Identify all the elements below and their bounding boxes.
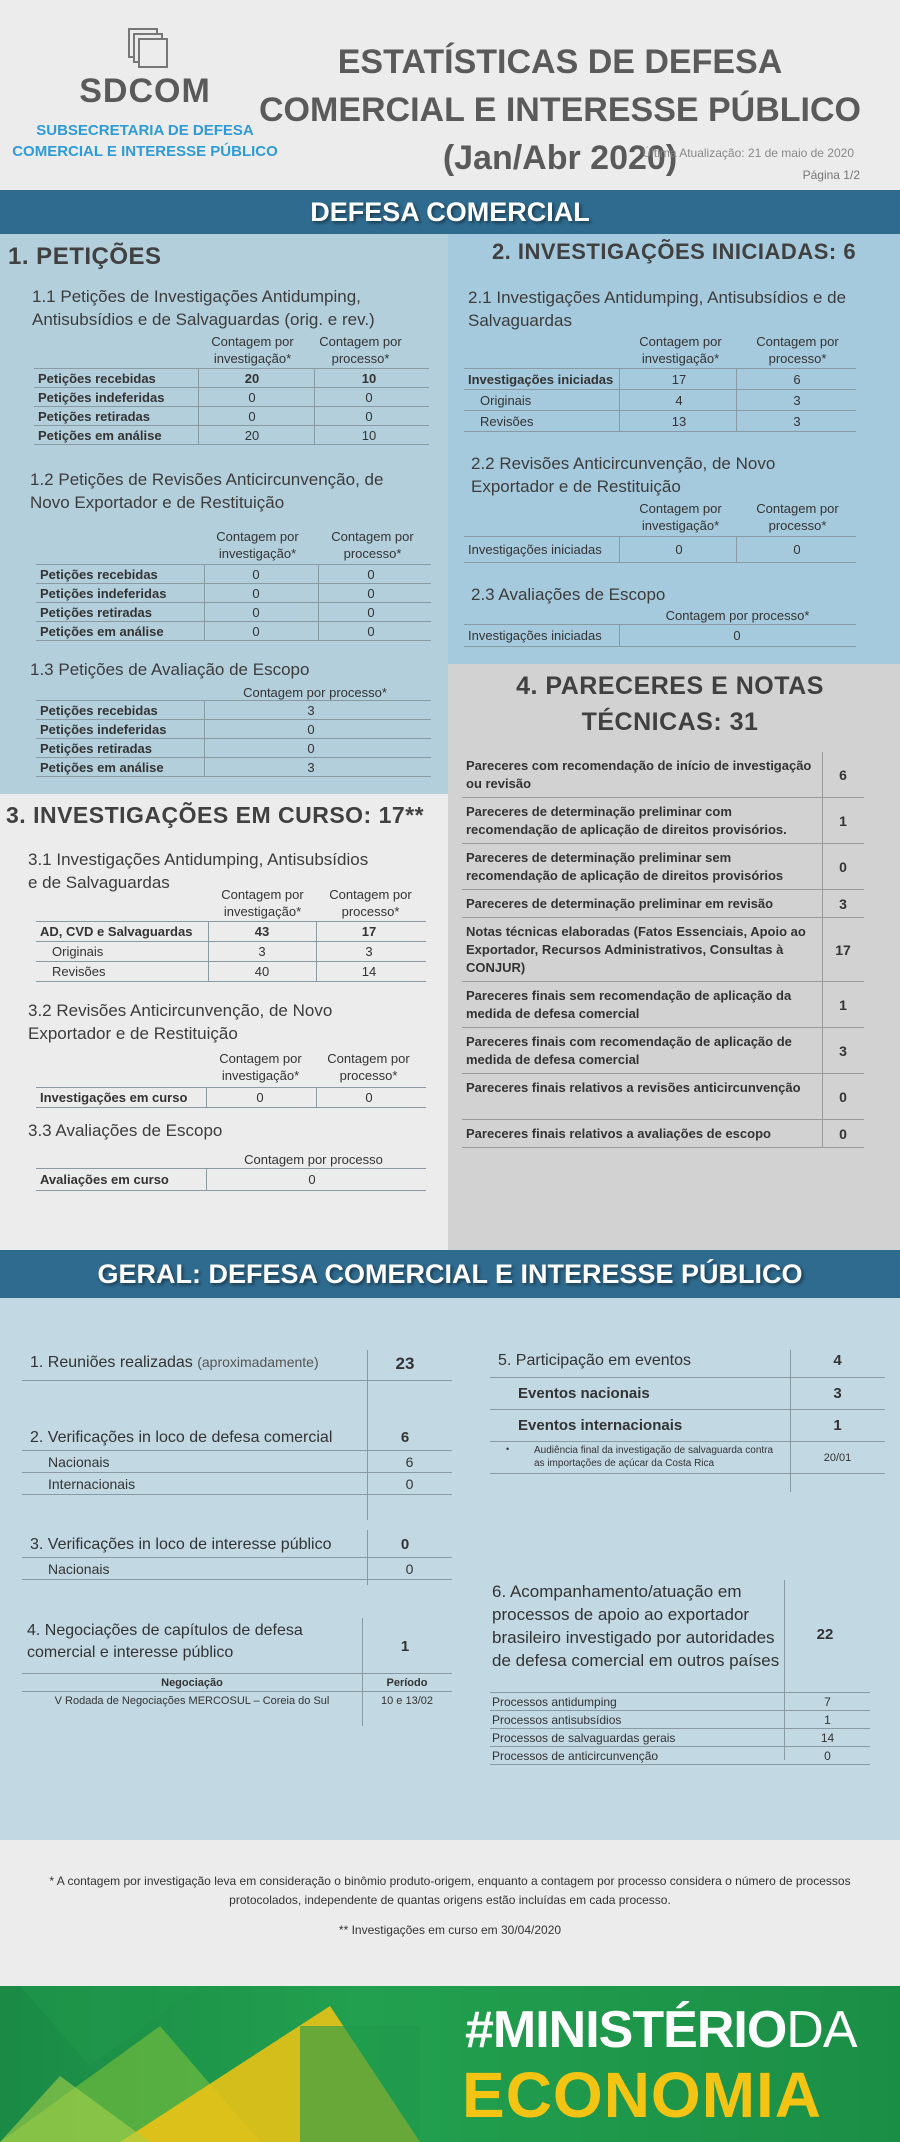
col-header-inv: Contagem por investigação* <box>221 887 304 919</box>
subsection-title-2-3: 2.3 Avaliações de Escopo <box>471 585 666 604</box>
table-row <box>36 1088 426 1108</box>
divider <box>314 426 315 445</box>
row-label: Petições recebidas <box>40 703 158 718</box>
row-value-proc: 3 <box>365 944 373 959</box>
subsection-title-3-3: 3.3 Avaliações de Escopo <box>28 1121 223 1140</box>
table-row <box>34 369 429 388</box>
geral-item-2-label: 2. Verificações in loco de defesa comercial <box>30 1429 333 1446</box>
row-label: Petições retiradas <box>38 409 151 424</box>
table-row <box>22 1451 452 1473</box>
row-value: 17 <box>835 942 851 958</box>
col-header-proc: Contagem por processo* <box>319 334 402 366</box>
row-label: Petições em análise <box>40 624 164 639</box>
row-label: Investigações iniciadas <box>468 372 614 387</box>
col-header-proc: Contagem por processo* <box>327 1051 410 1083</box>
row-label: Pareceres finais relativos a avaliações de escopo <box>466 1126 771 1141</box>
table-row <box>22 1473 452 1495</box>
last-updated: Última Atualização: 21 de maio de 2020 <box>642 146 854 160</box>
divider <box>208 942 209 962</box>
row-value: 1 <box>839 813 847 829</box>
table-row <box>36 758 431 777</box>
row-value-inv: 3 <box>258 944 266 959</box>
col-header-inv: Contagem por investigação* <box>639 501 722 533</box>
brand-line-1 <box>465 2000 857 2060</box>
divider <box>316 922 317 942</box>
table-3-1 <box>36 921 426 979</box>
row-label: Avaliações em curso <box>40 1172 169 1187</box>
divider <box>367 1530 368 1585</box>
table-row <box>462 844 864 890</box>
row-label: Internacionais <box>48 1476 136 1492</box>
divider <box>318 603 319 622</box>
geral-item-4-label: 4. Negociações de capítulos de defesa comercial e interesse público <box>27 1622 303 1661</box>
row-label: Originais <box>52 944 104 959</box>
row-label: Petições em análise <box>38 428 162 443</box>
row-value-proc: 10 <box>361 428 377 443</box>
divider <box>822 752 823 798</box>
divider <box>22 1691 452 1692</box>
table-1-2 <box>36 564 431 639</box>
row-label: AD, CVD e Salvaguardas <box>40 924 193 939</box>
table-row <box>490 1378 885 1410</box>
table-row <box>36 1169 426 1191</box>
divider <box>822 982 823 1028</box>
row-value-proc: 0 <box>367 586 375 601</box>
row-value-inv: 13 <box>671 414 687 429</box>
divider <box>316 1088 317 1108</box>
divider <box>318 565 319 584</box>
divider <box>208 962 209 982</box>
divider <box>208 922 209 942</box>
row-value: 3 <box>839 896 847 912</box>
page-number: Página 1/2 <box>802 168 860 182</box>
col-header-proc: Contagem por processo <box>244 1152 383 1167</box>
row-label: Investigações em curso <box>40 1090 188 1105</box>
divider <box>736 537 737 563</box>
table-2-3 <box>464 624 856 643</box>
row-value: 7 <box>824 1695 831 1709</box>
col-header-inv: Contagem por investigação* <box>211 334 294 366</box>
row-value-proc: 14 <box>361 964 377 979</box>
table-row <box>490 1711 870 1729</box>
row-value-proc: 3 <box>793 414 801 429</box>
table-row <box>490 1410 885 1442</box>
divider <box>822 1028 823 1074</box>
divider <box>822 798 823 844</box>
divider <box>822 1120 823 1148</box>
divider <box>204 720 205 739</box>
section-title-peticoes: 1. PETIÇÕES <box>8 243 162 270</box>
row-value-inv: 40 <box>254 964 270 979</box>
divider <box>198 407 199 426</box>
section-title-pareceres: 4. PARECERES E NOTAS TÉCNICAS: 31 <box>516 672 824 736</box>
g5-bullet-label: Audiência final da investigação de salvaguarda contra as importações de açúcar da Costa Rica <box>534 1445 774 1469</box>
g4-row-label: V Rodada de Negociações MERCOSUL – Coreia do Sul <box>54 1695 330 1707</box>
row-value-proc: 6 <box>793 372 801 387</box>
divider <box>490 1473 885 1474</box>
divider <box>204 565 205 584</box>
row-value-proc: 0 <box>307 741 315 756</box>
row-label: Petições recebidas <box>40 567 158 582</box>
table-2-2 <box>464 536 856 557</box>
table-row <box>36 739 431 758</box>
col-header-inv: Contagem por investigação* <box>219 1051 302 1083</box>
row-value-proc: 17 <box>361 924 377 939</box>
row-value: 0 <box>839 1126 847 1142</box>
brand-ministerio: #MINISTÉRIO <box>465 2001 787 2059</box>
divider <box>198 369 199 388</box>
row-label: Pareceres de determinação preliminar com recomendação de aplicação de direitos provisórios. <box>466 804 787 837</box>
banner-geral: GERAL: DEFESA COMERCIAL E INTERESSE PÚBLICO <box>0 1250 900 1298</box>
row-value-inv: 0 <box>252 624 260 639</box>
row-label: Investigações iniciadas <box>468 628 602 643</box>
row-label: Petições em análise <box>40 760 164 775</box>
row-value: 1 <box>824 1713 831 1727</box>
col-header-inv: Contagem por investigação* <box>216 529 299 561</box>
table-row <box>462 918 864 982</box>
row-value-inv: 4 <box>675 393 683 408</box>
geral-item-3-value: 0 <box>400 1536 410 1553</box>
divider <box>822 890 823 918</box>
row-label: Pareceres de determinação preliminar sem recomendação de aplicação de direitos provisórios <box>466 850 784 883</box>
row-value-proc: 0 <box>365 390 373 405</box>
divider <box>316 942 317 962</box>
geral-item-1 <box>30 1354 319 1372</box>
row-value-proc: 0 <box>365 409 373 424</box>
row-label: Pareceres finais com recomendação de aplicação de medida de defesa comercial <box>466 1034 792 1067</box>
table-row <box>490 1729 870 1747</box>
table-row <box>36 584 431 603</box>
divider <box>314 407 315 426</box>
row-label: Eventos nacionais <box>518 1385 650 1402</box>
geral-item-1-value: 23 <box>395 1354 415 1373</box>
row-value-inv: 43 <box>254 924 270 939</box>
table-row <box>22 1558 452 1580</box>
divider <box>318 622 319 641</box>
divider <box>318 584 319 603</box>
org-name: SDCOM <box>79 72 211 110</box>
row-value: 0 <box>405 1476 414 1492</box>
row-value-inv: 0 <box>248 409 256 424</box>
table-row <box>464 625 856 647</box>
banner-defesa-comercial: DEFESA COMERCIAL <box>0 190 900 234</box>
row-value-inv: 20 <box>244 371 260 386</box>
subsection-title-3-2: 3.2 Revisões Anticircunvenção, de Novo Exportador e de Restituição <box>28 1001 333 1043</box>
table-row <box>36 720 431 739</box>
divider <box>822 1074 823 1120</box>
row-value: 0 <box>839 1089 847 1105</box>
divider <box>362 1618 363 1726</box>
row-label: Petições recebidas <box>38 371 156 386</box>
row-value: 0 <box>405 1561 414 1577</box>
table-row <box>462 1028 864 1074</box>
table-row <box>36 701 431 720</box>
row-value-proc: 0 <box>733 628 741 643</box>
row-label: Processos antisubsídios <box>492 1713 622 1727</box>
geral-item-6-value: 22 <box>816 1626 834 1643</box>
table-row <box>464 369 856 390</box>
divider <box>619 625 620 647</box>
divider <box>619 537 620 563</box>
geral-item-4-value: 1 <box>400 1638 410 1655</box>
divider <box>204 603 205 622</box>
col-header-proc: Contagem por processo* <box>331 529 414 561</box>
geral-item-2-value: 6 <box>400 1429 410 1446</box>
divider <box>22 1673 452 1674</box>
org-subtitle: SUBSECRETARIA DE DEFESA COMERCIAL E INTERESSE PÚBLICO <box>12 122 278 160</box>
table-2-1 <box>464 368 856 429</box>
table-row <box>36 603 431 622</box>
row-label: Pareceres finais sem recomendação de aplicação da medida de defesa comercial <box>466 988 792 1021</box>
row-value-proc: 0 <box>308 1172 316 1187</box>
divider <box>204 701 205 720</box>
subsection-title-1-2: 1.2 Petições de Revisões Anticircunvenção, de Novo Exportador e de Restituição <box>30 470 384 512</box>
g4-col-negociacao: Negociação <box>161 1677 223 1689</box>
sdcom-logo-icon <box>128 28 168 68</box>
row-value-inv: 20 <box>244 428 260 443</box>
geral-item-5-value: 4 <box>833 1352 842 1369</box>
divider <box>314 388 315 407</box>
page-title: ESTATÍSTICAS DE DEFESA COMERCIAL E INTERESSE PÚBLICO (Jan/Abr 2020) <box>259 43 861 177</box>
table-row <box>462 752 864 798</box>
row-label: Eventos internacionais <box>518 1417 683 1434</box>
row-value: 1 <box>839 997 847 1013</box>
row-value-inv: 0 <box>252 605 260 620</box>
g4-row-value: 10 e 13/02 <box>381 1695 433 1707</box>
row-value-inv: 0 <box>252 586 260 601</box>
row-value: 6 <box>839 767 847 783</box>
divider <box>822 844 823 890</box>
table-row <box>34 407 429 426</box>
row-label: Petições indeferidas <box>38 390 165 405</box>
table-1-1 <box>34 368 429 443</box>
geral-item-3-label: 3. Verificações in loco de interesse público <box>30 1536 332 1553</box>
row-value-proc: 0 <box>367 624 375 639</box>
row-label: Processos antidumping <box>492 1695 617 1709</box>
section-title-em-curso: 3. INVESTIGAÇÕES EM CURSO: 17** <box>6 802 425 828</box>
table-row <box>462 1074 864 1120</box>
divider <box>204 584 205 603</box>
divider <box>736 411 737 432</box>
footnote-2: ** Investigações em curso em 30/04/2020 <box>338 1923 562 1937</box>
row-value: 6 <box>405 1454 414 1470</box>
divider <box>316 962 317 982</box>
row-label: Originais <box>480 393 532 408</box>
geral-item-5-label: 5. Participação em eventos <box>498 1352 691 1369</box>
row-value-proc: 3 <box>793 393 801 408</box>
row-value-proc: 0 <box>367 605 375 620</box>
row-label: Pareceres de determinação preliminar em revisão <box>466 896 774 911</box>
table-3-3 <box>36 1168 426 1187</box>
row-label: Nacionais <box>48 1454 110 1470</box>
footnote-1: * A contagem por investigação leva em consideração o binômio produto-origem, enquanto a contagem por processo considera o número de processos protocolados, independente de quantas origens estão incluídas em cada processo. <box>49 1874 851 1907</box>
divider <box>206 1088 207 1108</box>
row-label: Processos de salvaguardas gerais <box>492 1731 676 1745</box>
table-row <box>36 922 426 942</box>
table-row <box>36 565 431 584</box>
col-header-proc: Contagem por processo* <box>329 887 412 919</box>
g4-col-periodo: Período <box>386 1677 428 1689</box>
divider <box>204 739 205 758</box>
row-value-inv: 17 <box>671 372 687 387</box>
table-row <box>490 1747 870 1765</box>
row-value-proc: 0 <box>365 1090 373 1105</box>
divider <box>736 390 737 411</box>
divider <box>619 390 620 411</box>
row-value: 14 <box>820 1731 835 1745</box>
row-label: Pareceres com recomendação de início de investigação ou revisão <box>466 758 812 791</box>
row-value: 0 <box>839 859 847 875</box>
row-value-proc: 0 <box>307 722 315 737</box>
row-label: Petições retiradas <box>40 741 153 756</box>
divider <box>198 426 199 445</box>
divider <box>204 758 205 777</box>
row-value-inv: 0 <box>675 542 683 557</box>
table-row <box>36 942 426 962</box>
footnotes <box>0 1840 900 1986</box>
divider <box>822 918 823 982</box>
table-row <box>34 426 429 445</box>
row-label: Nacionais <box>48 1561 110 1577</box>
geral-item-6-label: 6. Acompanhamento/atuação em processos de apoio ao exportador brasileiro investigado por autoridades de defesa comercial em outros países <box>492 1582 780 1670</box>
table-row <box>462 982 864 1028</box>
table-row <box>34 388 429 407</box>
row-label: Investigações iniciadas <box>468 542 602 557</box>
row-label: Revisões <box>480 414 534 429</box>
col-header-proc: Contagem por processo* <box>665 608 810 623</box>
subsection-title-2-2: 2.2 Revisões Anticircunvenção, de Novo Exportador e de Restituição <box>471 454 776 496</box>
table-row <box>36 962 426 982</box>
section-title-iniciadas: 2. INVESTIGAÇÕES INICIADAS: 6 <box>491 239 857 264</box>
geral-item-1-label: 1. Reuniões realizadas <box>30 1354 193 1371</box>
row-value-proc: 0 <box>793 542 801 557</box>
table-row <box>36 622 431 641</box>
divider <box>314 369 315 388</box>
row-value: 3 <box>833 1385 842 1402</box>
row-label: Petições indeferidas <box>40 722 167 737</box>
row-value-proc: 0 <box>367 567 375 582</box>
divider <box>736 369 737 390</box>
row-value-inv: 0 <box>248 390 256 405</box>
brand-da: DA <box>786 2001 857 2059</box>
row-value-inv: 0 <box>256 1090 264 1105</box>
row-label: Petições retiradas <box>40 605 153 620</box>
table-row <box>462 1120 864 1148</box>
subsection-title-2-1: 2.1 Investigações Antidumping, Antisubsídios e de Salvaguardas <box>468 288 847 330</box>
row-value: 0 <box>824 1749 831 1763</box>
geral-item-1-sub: (aproximadamente) <box>197 1354 319 1370</box>
divider <box>204 622 205 641</box>
col-header-proc: Contagem por processo* <box>756 334 839 366</box>
row-label: Revisões <box>52 964 106 979</box>
row-value-proc: 3 <box>307 703 315 718</box>
table-3-2 <box>36 1087 426 1105</box>
divider <box>619 411 620 432</box>
divider <box>22 1380 452 1381</box>
table-row <box>464 411 856 432</box>
divider <box>206 1169 207 1191</box>
col-header-proc: Contagem por processo* <box>243 685 387 700</box>
row-label: Pareceres finais relativos a revisões anticircunvenção <box>466 1080 801 1095</box>
subsection-title-1-1: 1.1 Petições de Investigações Antidumping, Antisubsídios e de Salvaguardas (orig. e rev.) <box>32 287 375 329</box>
row-value-inv: 0 <box>252 567 260 582</box>
divider <box>198 388 199 407</box>
table-row <box>464 537 856 563</box>
row-label: Processos de anticircunvenção <box>492 1749 659 1763</box>
table-1-3 <box>36 700 431 775</box>
row-value-proc: 3 <box>307 760 315 775</box>
col-header-proc: Contagem por processo* <box>756 501 839 533</box>
row-label: Notas técnicas elaboradas (Fatos Essenciais, Apoio ao Exportador, Recursos Administrativos, Consultas à CONJUR) <box>466 924 806 975</box>
g5-bullet-value: 20/01 <box>823 1452 852 1464</box>
col-header-inv: Contagem por investigação* <box>639 334 722 366</box>
divider <box>619 369 620 390</box>
row-value: 1 <box>833 1417 842 1434</box>
table-row <box>464 390 856 411</box>
bullet-icon: • <box>506 1444 510 1454</box>
row-value-proc: 10 <box>361 371 377 386</box>
table-row <box>490 1693 870 1711</box>
brand-economia: ECONOMIA <box>462 2059 822 2131</box>
table-row <box>462 890 864 918</box>
table-row <box>462 798 864 844</box>
subsection-title-3-1: 3.1 Investigações Antidumping, Antisubsídios e de Salvaguardas <box>28 850 369 892</box>
row-value: 3 <box>839 1043 847 1059</box>
subsection-title-1-3: 1.3 Petições de Avaliação de Escopo <box>30 660 310 679</box>
row-label: Petições indeferidas <box>40 586 167 601</box>
